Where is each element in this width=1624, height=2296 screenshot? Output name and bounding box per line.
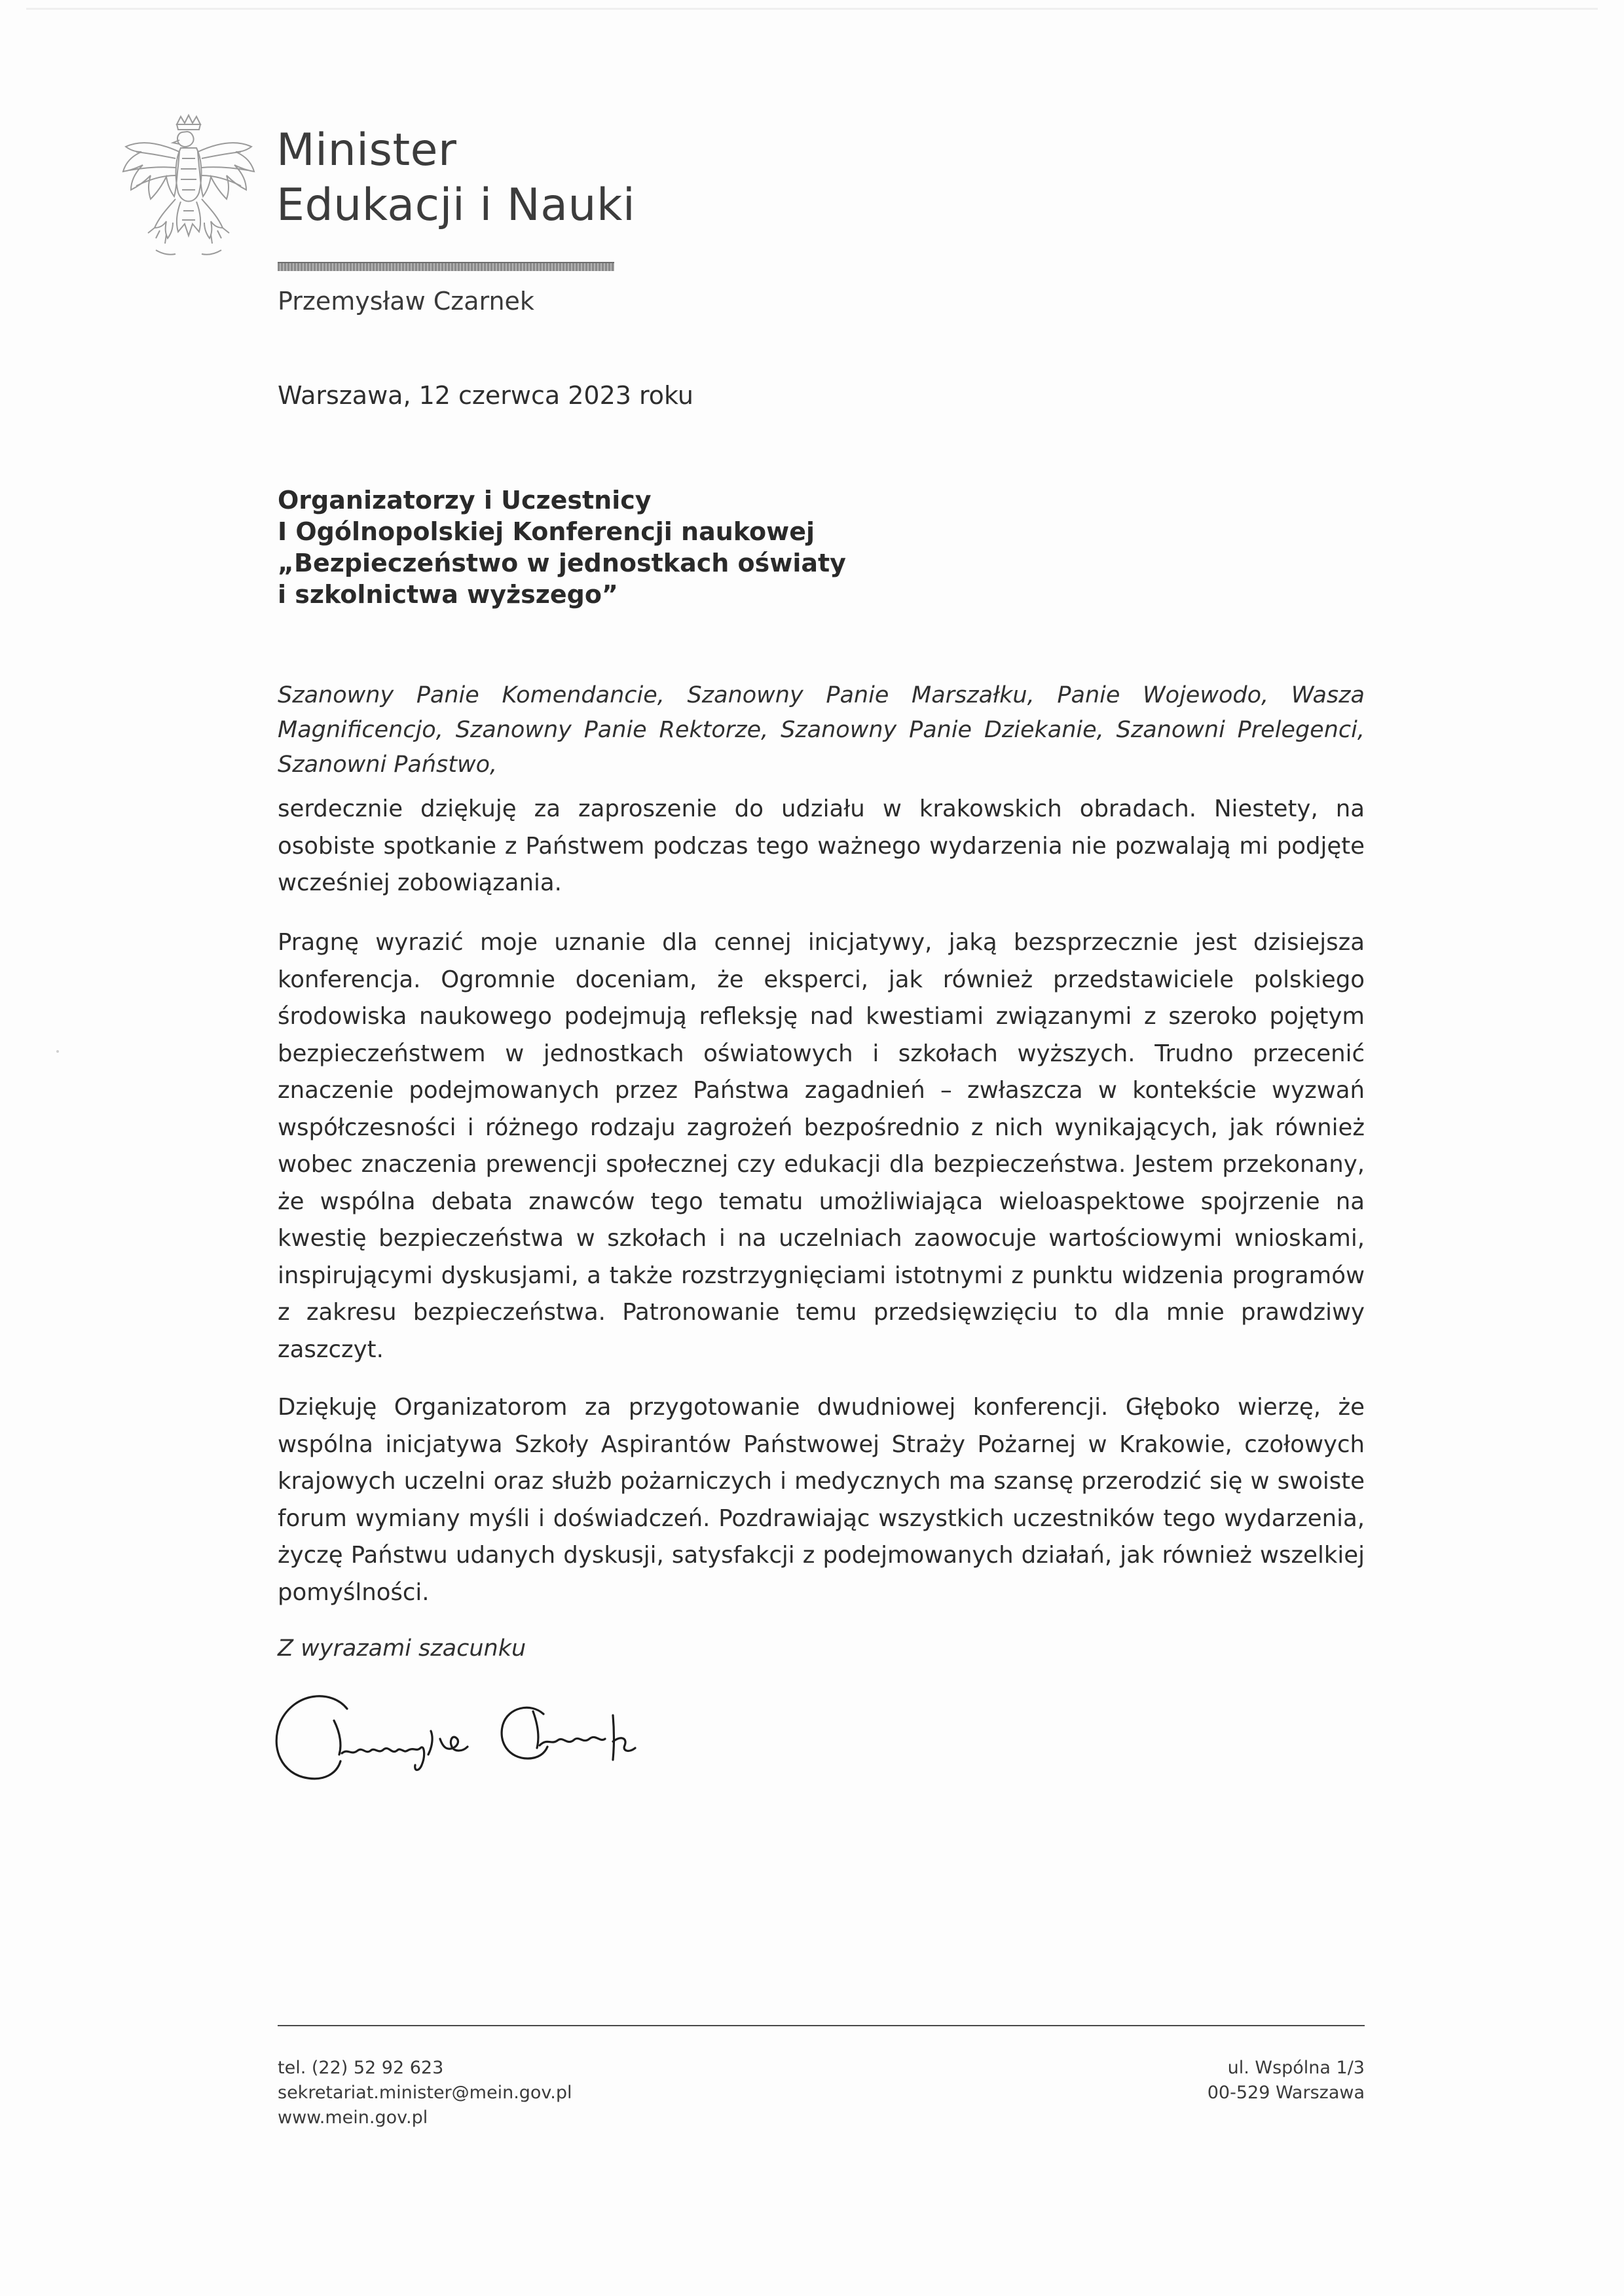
scan-speck xyxy=(56,1050,59,1053)
letterhead-rule xyxy=(278,262,614,271)
footer-phone: tel. (22) 52 92 623 xyxy=(278,2058,444,2078)
footer-contact xyxy=(278,2056,572,2130)
footer-postal: 00-529 Warszawa xyxy=(1207,2083,1365,2103)
closing-phrase: Z wyrazami szacunku xyxy=(278,1635,526,1662)
addressee-line3: „Bezpieczeństwo w jednostkach oświaty xyxy=(278,549,846,577)
addressee-line2: I Ogólnopolskiej Konferencji naukowej xyxy=(278,517,815,546)
eagle-emblem-icon xyxy=(117,113,261,276)
letterhead-title-line2: Edukacji i Nauki xyxy=(276,179,636,231)
footer-email[interactable]: sekretariat.minister@mein.gov.pl xyxy=(278,2083,572,2103)
letterhead-title xyxy=(276,123,635,233)
minister-name: Przemysław Czarnek xyxy=(278,287,534,316)
footer-address xyxy=(1208,2056,1365,2105)
footer-website[interactable]: www.mein.gov.pl xyxy=(278,2107,428,2128)
letterhead-title-line1: Minister xyxy=(276,124,457,176)
body-paragraph-2: Pragnę wyrazić moje uznanie dla cennej inicjatywy, jaką bezsprzecznie jest dzisiejsza konferencja. Ogromnie doceniam, że eksperci, jak również przedstawiciele polskiego środowiska naukowego podejmują refleksję nad kwestiami związanymi z szeroko pojętym bezpieczeństwem w jednostkach oświatowych i szkołach wyższych. Trudno przecenić znaczenie podejmowanych przez Państwa zagadnień – zwłaszcza w kontekście wyzwań współczesności i różnego rodzaju zagrożeń bezpośrednio z nich wynikających, jak również wobec znaczenia prewencji społecznej czy edukacji dla bezpieczeństwa. Jestem przekonany, że wspólna debata znawców tego tematu umożliwiająca wieloaspektowe spojrzenie na kwestię bezpieczeństwa w szkołach i na uczelniach zaowocuje wartościowymi wnioskami, inspirującymi dyskusjami, a także rozstrzygnięciami istotnymi z punktu widzenia programów z zakresu bezpieczeństwa. Patronowanie temu przedsięwzięciu to dla mnie prawdziwy zaszczyt. xyxy=(278,929,1365,1363)
salutation: Szanowny Panie Komendancie, Szanowny Panie Marszałku, Panie Wojewodo, Wasza Magnificencjo, Szanowny Panie Rektorze, Szanowny Panie Dziekanie, Szanowni Prelegenci, Szanowni Państwo, xyxy=(278,682,1365,778)
body-paragraph-1: serdecznie dziękuję za zaproszenie do udziału w krakowskich obradach. Niestety, na osobiste spotkanie z Państwem podczas tego ważnego wydarzenia nie pozwalają mi podjęte wcześniej zobowiązania. xyxy=(278,795,1365,896)
scan-edge-line xyxy=(26,8,1598,10)
letter-date: Warszawa, 12 czerwca 2023 roku xyxy=(278,381,693,410)
addressee-line4: i szkolnictwa wyższego” xyxy=(278,580,618,609)
body-paragraph-3: Dziękuję Organizatorom za przygotowanie dwudniowej konferencji. Głęboko wierzę, że wspólna inicjatywa Szkoły Aspirantów Państwowej Straży Pożarnej w Krakowie, czołowych krajowych uczelni oraz służb pożarniczych i medycznych ma szansę przerodzić się w swoiste forum wymiany myśli i doświadczeń. Pozdrawiając wszystkich uczestników tego wydarzenia, życzę Państwu udanych dyskusji, satysfakcji z podejmowanych działań, jak również wszelkiej pomyślności. xyxy=(278,1394,1365,1606)
addressee-block xyxy=(278,484,1063,610)
handwritten-signature xyxy=(268,1683,688,1807)
addressee-line1: Organizatorzy i Uczestnicy xyxy=(278,486,652,515)
footer-street: ul. Wspólna 1/3 xyxy=(1227,2058,1365,2078)
footer-rule xyxy=(278,2025,1365,2026)
